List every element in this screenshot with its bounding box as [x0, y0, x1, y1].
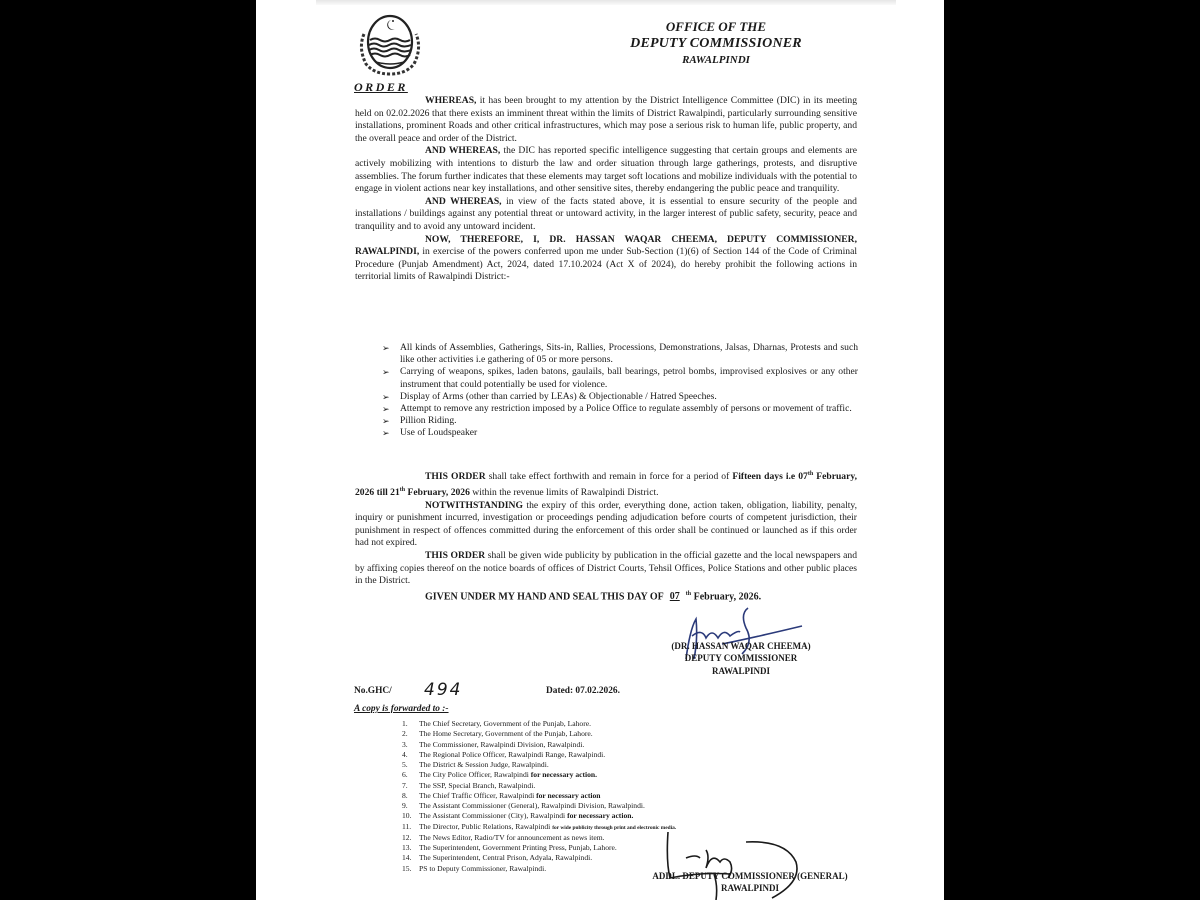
- list-item: [382, 366, 858, 390]
- item-text: The Superintendent, Government Printing Press, Punjab, Lahore.: [419, 843, 617, 852]
- item-action: for necessary action.: [530, 770, 598, 780]
- paragraph-lead: AND WHEREAS,: [425, 145, 501, 157]
- second-signatory-place: RAWALPINDI: [720, 883, 779, 893]
- signatory-block: [646, 640, 836, 677]
- item-number: 10.: [402, 811, 412, 821]
- prohibition-list: [382, 342, 858, 440]
- paragraph-lead: NOW, THEREFORE, I, DR. HASSAN WAQAR CHEEMA, DEPUTY COMMISSIONER, RAWALPINDI,: [355, 233, 857, 258]
- reference-label: No.GHC/: [354, 686, 392, 696]
- paragraph-lead: WHEREAS,: [425, 95, 477, 106]
- punjab-government-emblem-icon: [354, 10, 426, 80]
- list-item-text: Carrying of weapons, spikes, laden batons, gaulails, ball bearings, petrol bombs, improvised explosives or any other instrument that could potentially be used for violence.: [400, 366, 858, 390]
- item-text: PS to Deputy Commissioner, Rawalpindi.: [419, 863, 547, 873]
- item-number: 9.: [402, 801, 408, 810]
- item-text: The City Police Officer, Rawalpindi: [419, 770, 531, 780]
- item-action: for necessary action.: [567, 811, 634, 821]
- list-item: [382, 427, 858, 439]
- item-number: 14.: [402, 853, 412, 863]
- arrow-bullet-icon: ➢: [382, 391, 390, 402]
- paragraph-lead: NOTWITHSTANDING: [425, 499, 523, 511]
- item-number: 1.: [402, 719, 408, 728]
- office-line-3: RAWALPINDI: [682, 54, 750, 66]
- item-number: 7.: [402, 780, 408, 790]
- list-item-text: Pillion Riding.: [400, 415, 457, 427]
- second-signatory-designation: ADDL. DEPUTY COMMISSIONER (GENERAL): [652, 871, 848, 881]
- list-item: [402, 719, 742, 729]
- given-text: GIVEN UNDER MY HAND AND SEAL THIS DAY OF: [425, 591, 664, 603]
- item-action: for necessary action: [536, 790, 601, 800]
- arrow-bullet-icon: ➢: [382, 416, 390, 427]
- effect-end-year: February, 2026: [405, 486, 470, 498]
- item-text: The Assistant Commissioner (City), Rawalpindi: [419, 811, 568, 821]
- item-text: The News Editor, Radio/TV for announcement as news item.: [419, 832, 605, 842]
- office-header: [616, 18, 816, 69]
- list-item: [402, 740, 742, 750]
- item-number: 2.: [402, 729, 408, 739]
- paragraph-whereas-1: [355, 95, 857, 145]
- item-text: The District & Session Judge, Rawalpindi.: [419, 760, 549, 769]
- office-line-2: DEPUTY COMMISSIONER: [630, 36, 802, 51]
- order-operative-part: [355, 468, 857, 604]
- arrow-bullet-icon: ➢: [382, 404, 390, 415]
- paragraph-lead: THIS ORDER: [425, 549, 486, 561]
- arrow-bullet-icon: ➢: [382, 428, 390, 439]
- list-item: [382, 391, 858, 403]
- list-item: [402, 760, 742, 770]
- item-action: for wide publicity through print and electronic media.: [552, 824, 677, 831]
- signatory-designation: DEPUTY COMMISSIONER: [684, 653, 798, 664]
- item-text: The Commissioner, Rawalpindi Division, Rawalpindi.: [419, 739, 585, 749]
- list-item-text: Attempt to remove any restriction imposed by a Police Office to regulate assembly of persons or movement of traffic.: [400, 403, 852, 415]
- paragraph-whereas-2: [355, 145, 857, 195]
- paragraph-text: in view of the facts stated above, it is essential to ensure security of the people and installations / buildings against any potential threat or untoward activity, in the larger interest of public safety, security, peace and tranquility and to avoid any untoward incident.: [355, 195, 857, 232]
- list-item: [402, 770, 742, 780]
- paragraph-text: the DIC has reported specific intelligence suggesting that certain groups and elements are actively mobilizing with intentions to disturb the law and order situation through large gatherings, protests, and disruptive assemblies. The forum further indicates that these elements may target soft locations and mobilize individuals with the potential to engage in violent actions near key installations, and other sensitive sites, thereby endangering the public peace and tranquility.: [355, 145, 857, 195]
- list-item: [402, 729, 742, 739]
- list-item-text: Display of Arms (other than carried by LEAs) & Objectionable / Hatred Speeches.: [400, 390, 717, 402]
- forwarded-title: A copy is forwarded to :-: [354, 704, 449, 714]
- paragraph-lead: AND WHEREAS,: [425, 195, 502, 207]
- reference-line: [354, 680, 774, 700]
- arrow-bullet-icon: ➢: [382, 367, 390, 378]
- ordinal-suffix: th: [807, 471, 814, 477]
- given-month-year: February, 2026.: [691, 591, 762, 603]
- paragraph-lead: THIS ORDER: [425, 471, 486, 483]
- scan-edge-artifact: [316, 0, 896, 5]
- item-number: 15.: [402, 863, 412, 873]
- item-number: 12.: [402, 832, 412, 842]
- list-item: [402, 750, 742, 760]
- list-item: [402, 811, 742, 821]
- paragraph-given: [355, 588, 857, 604]
- list-item: [382, 342, 858, 366]
- document-page: [256, 0, 944, 900]
- list-item: [402, 781, 742, 791]
- ordinal-suffix: th: [399, 486, 406, 493]
- item-number: 4.: [402, 749, 408, 759]
- item-text: The Director, Public Relations, Rawalpindi: [419, 821, 553, 831]
- paragraph-text: it has been brought to my attention by the District Intelligence Committee (DIC) in its meeting held on 02.02.2026 that there exists an imminent threat within the limits of District Rawalpindi, particularly surrounding sensitive installations, prominent Roads and other critical infrastructures, which may pose a serious risk to human life, public property, and the overall peace and order of the District.: [355, 95, 857, 144]
- paragraph-effect: [355, 468, 857, 500]
- paragraph-now-therefore: [355, 234, 857, 284]
- signatory-name: (DR. HASSAN WAQAR CHEEMA): [671, 641, 811, 651]
- paragraph-whereas-3: [355, 196, 857, 234]
- ordinal-suffix: th: [685, 590, 692, 597]
- list-item-text: All kinds of Assemblies, Gatherings, Sits-in, Rallies, Processions, Demonstrations, Jalsas, Dharnas, Protests and such like other activities i.e gathering of 05 or more persons.: [400, 342, 858, 366]
- paragraph-text: shall be given wide publicity by publication in the official gazette and the local newspapers and by affixing copies thereof on the notice boards of offices of District Courts, Tehsil Offices, Police Stations and other public places in the District.: [355, 549, 857, 587]
- paragraph-text: shall take effect forthwith and remain in force for a period of: [485, 471, 733, 483]
- paragraph-notwithstanding: [355, 500, 857, 550]
- paragraph-text: the expiry of this order, everything done, action taken, obligation, liability, penalty, inquiry or punishment incurred, investigation or proceedings pending adjudication before courts of competent jurisdiction, their punishment in respect of offences committed during the enforcement of this order shall be continued or launched as if this order had not expired.: [355, 499, 857, 549]
- office-line-1: OFFICE OF THE: [665, 19, 767, 34]
- item-text: The Superintendent, Central Prison, Adyala, Rawalpindi.: [419, 853, 593, 863]
- reference-number: 494: [424, 680, 463, 700]
- paragraph-publicity: [355, 550, 857, 588]
- list-item: [382, 403, 858, 415]
- item-number: 11.: [402, 821, 412, 831]
- item-text: The Home Secretary, Government of the Punjab, Lahore.: [419, 729, 593, 739]
- list-item-text: Use of Loudspeaker: [400, 427, 478, 439]
- item-number: 6.: [402, 770, 408, 780]
- item-number: 13.: [402, 843, 412, 852]
- item-text: The Regional Police Officer, Rawalpindi Range, Rawalpindi.: [419, 749, 606, 759]
- reference-date: Dated: 07.02.2026.: [546, 686, 620, 696]
- list-item: [402, 801, 742, 811]
- given-day: 07: [669, 591, 680, 603]
- paragraph-text: within the revenue limits of Rawalpindi District.: [469, 486, 659, 498]
- item-number: 5.: [402, 760, 408, 769]
- second-signatory-block: [640, 870, 860, 894]
- item-text: The Assistant Commissioner (General), Rawalpindi Division, Rawalpindi.: [419, 801, 645, 810]
- order-title: ORDER: [354, 80, 408, 94]
- list-item: [402, 791, 742, 801]
- item-text: The SSP, Special Branch, Rawalpindi.: [419, 780, 536, 790]
- list-item: [382, 415, 858, 427]
- item-number: 8.: [402, 790, 408, 800]
- item-text: The Chief Traffic Officer, Rawalpindi: [419, 790, 537, 800]
- item-number: 3.: [402, 739, 408, 749]
- paragraph-text: in exercise of the powers conferred upon me under Sub-Section (1)(6) of Section 144 of the Code of Criminal Procedure (Punjab Amendment) Act, 2024, dated 17.10.2024 (Act X of 2024), do hereby prohibit the following actions in territorial limits of Rawalpindi District:-: [355, 246, 857, 283]
- effect-end-date: February, 2026 till 21: [355, 471, 858, 498]
- effect-start-date: Fifteen days i.e 07: [732, 471, 808, 483]
- order-preamble: [355, 95, 857, 284]
- signatory-place: RAWALPINDI: [711, 665, 770, 676]
- item-text: The Chief Secretary, Government of the Punjab, Lahore.: [419, 719, 591, 728]
- arrow-bullet-icon: ➢: [382, 343, 390, 353]
